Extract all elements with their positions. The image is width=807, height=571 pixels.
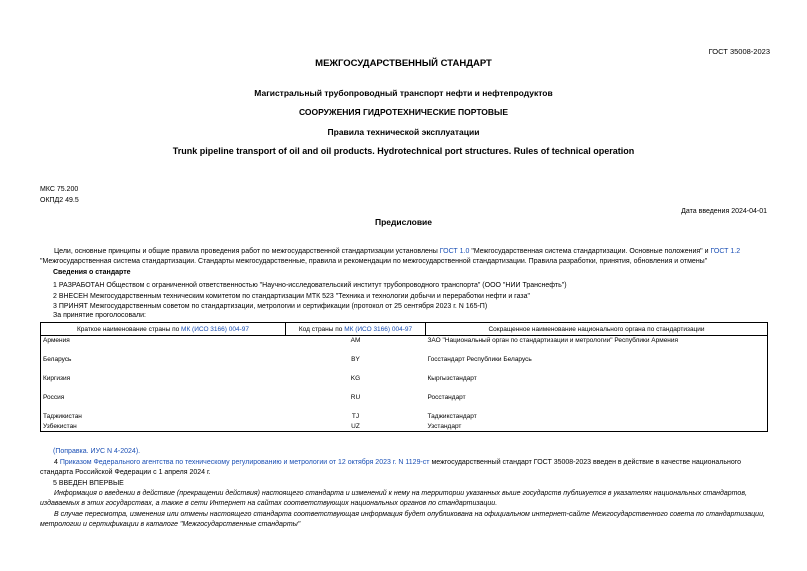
order-paragraph (40, 458, 768, 478)
introduction-date: Дата введения 2024-04-01 (681, 208, 767, 215)
code-cell: TJ (351, 412, 360, 420)
header-text: Код страны по (298, 325, 345, 333)
voted-label: За принятие проголосовали: (53, 312, 146, 319)
table-row (41, 412, 768, 422)
code-cell: RU (350, 393, 361, 401)
preface-paragraph (40, 247, 770, 267)
body-cell: Росстандарт (427, 393, 466, 401)
body-cell: Узстандарт (427, 422, 462, 430)
column-header-country (41, 323, 286, 336)
table-row (41, 374, 768, 393)
table-row (41, 393, 768, 412)
mk-iso-link[interactable]: МК (ИСО 3166) 004-97 (344, 325, 413, 333)
document-code: ГОСТ 35008-2023 (708, 47, 770, 56)
introduced-first: 5 ВВЕДЕН ВПЕРВЫЕ (53, 480, 124, 487)
revision-note-paragraph: В случае пересмотра, изменения или отмены настоящего стандарта соответствующая информация будет опубликована на официальном интернет-сайте Межгосударственного совета по стандартизации, метрологии и сертификации в каталоге "Межгосударственные стандарты" (40, 511, 765, 528)
body-cell: Кыргызстандарт (427, 374, 477, 382)
adopted-by: 3 ПРИНЯТ Межгосударственным советом по стандартизации, метрологии и сертификации (протокол от 25 сентября 2023 г. N 165-П) (53, 303, 488, 310)
title-line-1: Магистральный трубопроводный транспорт нефти и нефтепродуктов (254, 88, 553, 98)
preface-title: Предисловие (374, 217, 433, 227)
code-cell: BY (351, 355, 360, 363)
mks-code: МКС 75.200 (40, 186, 79, 193)
correction-link[interactable]: (Поправка. ИУС N 4-2024). (53, 448, 141, 455)
title-line-2: СООРУЖЕНИЯ ГИДРОТЕХНИЧЕСКИЕ ПОРТОВЫЕ (298, 107, 509, 117)
info-note-paragraph: Информация о введении в действие (прекращении действия) настоящего стандарта и изменений к нему на территории указанных выше государств публикуется в указателях национальных стандартов, издаваемых в этих государствах, а также в сети Интернет на сайтах соответствующих национальных органов по стандартизации. (40, 490, 747, 507)
header-text: Краткое наименование страны по (77, 325, 182, 333)
standard-info-heading: Сведения о стандарте (53, 269, 131, 276)
voting-countries-table (40, 322, 768, 432)
rosstandart-order-link[interactable]: Приказом Федерального агентства по техническому регулированию и метрологии от 12 октября 2023 г. N 1129-ст (59, 459, 430, 466)
table-row (41, 336, 768, 355)
code-cell: AM (350, 337, 361, 344)
table-row (41, 422, 768, 432)
country-cell: Беларусь (43, 355, 72, 363)
submitted-by: 2 ВНЕСЕН Межгосударственным техническим комитетом по стандартизации МТК 523 "Техника и технологии добычи и переработки нефти и газа" (53, 293, 530, 300)
mk-iso-link[interactable]: МК (ИСО 3166) 004-97 (181, 325, 249, 333)
country-cell: Киргизия (43, 374, 71, 382)
column-header-code (286, 323, 426, 336)
country-cell: Армения (43, 337, 70, 344)
country-cell: Таджикистан (43, 412, 82, 420)
body-cell: Таджикстандарт (427, 412, 477, 420)
developed-by: 1 РАЗРАБОТАН Обществом с ограниченной ответственностью "Научно-исследовательский институт трубопроводного транспорта" (ООО "НИИ Транснефть") (53, 282, 567, 289)
country-cell: Узбекистан (43, 422, 77, 430)
table-row (41, 355, 768, 374)
code-cell: UZ (351, 422, 360, 430)
column-header-body: Сокращенное наименование национального органа по стандартизации (426, 323, 768, 336)
body-cell: ЗАО "Национальный орган по стандартизации и метрологии" Республики Армения (427, 337, 679, 344)
order-text: межгосударственный стандарт ГОСТ 35008-2023 введен в действие в качестве национального стандарта Российской Федерации с 1 апреля 2024 г. (40, 459, 742, 476)
okpd-code: ОКПД2 49.5 (40, 197, 79, 204)
item-number: 4 (54, 459, 60, 466)
preface-text: Цели, основные принципы и общие правила проведения работ по межгосударственной стандартизации установлены (54, 248, 440, 255)
preface-text: "Межгосударственная система стандартизации. Основные положения" и (469, 248, 711, 255)
gost-1-2-link[interactable]: ГОСТ 1.2 (710, 248, 741, 255)
standard-type-heading: МЕЖГОСУДАРСТВЕННЫЙ СТАНДАРТ (315, 58, 492, 69)
title-english: Trunk pipeline transport of oil and oil products. Hydrotechnical port structures. Rules of technical operation (172, 146, 635, 156)
country-cell: Россия (43, 393, 65, 401)
body-cell: Госстандарт Республики Беларусь (427, 355, 532, 363)
code-cell: KG (350, 374, 361, 382)
preface-text: "Межгосударственная система стандартизации. Стандарты межгосударственные, правила и рекомендации по межгосударственной стандартизации. Правила разработки, принятия, обновления и отмены" (40, 258, 708, 265)
title-line-3: Правила технической эксплуатации (327, 127, 480, 137)
gost-1-0-link[interactable]: ГОСТ 1.0 (439, 248, 470, 255)
